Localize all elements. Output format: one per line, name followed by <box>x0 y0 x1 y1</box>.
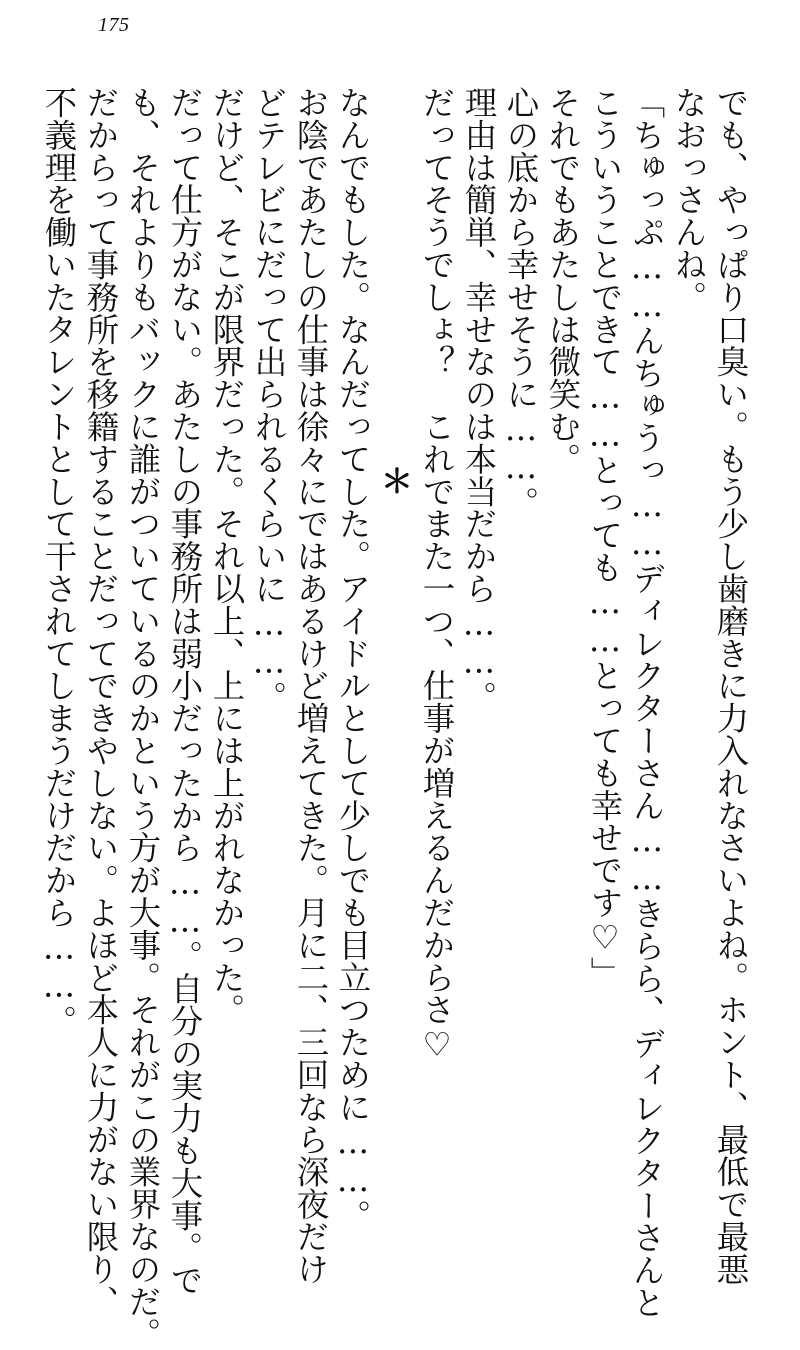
text-line: どテレビにだって出られるくらいに……。 <box>250 86 288 713</box>
text-line: だからって事務所を移籍することだってできやしない。よほど本人に力がない限り、 <box>82 86 120 1318</box>
text-line: 理由は簡単、幸せなのは本当だから……。 <box>460 86 498 713</box>
novel-text-block <box>40 86 752 1350</box>
text-line: こういうことできて……とっても……とっても幸せです♡」 <box>586 86 624 989</box>
text-line: 心の底から幸せそうに……。 <box>502 86 540 519</box>
text-line: でも、やっぱり口臭い。もう少し歯磨きに力入れなさいよね。ホント、最低で最悪 <box>712 86 750 1285</box>
text-line: なおっさんね。 <box>670 86 708 313</box>
page-number: 175 <box>98 14 130 36</box>
text-line: も、それよりもバックに誰がついているのかという方が大事。それがこの業界なのだ。 <box>124 86 162 1350</box>
text-line: だってそうでしょ？ これでまた一つ、仕事が増えるんだからさ♡ <box>418 86 456 1064</box>
text-line: それでもあたしは微笑む。 <box>544 86 582 475</box>
text-line: 不義理を働いたタレントとして干されてしまうだけだから……。 <box>40 86 78 1037</box>
text-line: なんでもした。なんだってした。アイドルとして少しでも目立つために……。 <box>334 86 372 1232</box>
text-line: だって仕方がない。あたしの事務所は弱小だったから……。自分の実力も大事。で <box>166 86 204 1296</box>
text-line: 「ちゅっぷ……んちゅうっ……ディレクターさん……きらら、ディレクターさんと <box>628 86 666 1319</box>
section-break-mark: ＊ <box>376 464 414 497</box>
text-line: だけど、そこが限界だった。それ以上、上には上がれなかった。 <box>208 86 246 1026</box>
text-line: お陰であたしの仕事は徐々にではあるけど増えてきた。月に二、三回なら深夜だけ <box>292 86 330 1285</box>
